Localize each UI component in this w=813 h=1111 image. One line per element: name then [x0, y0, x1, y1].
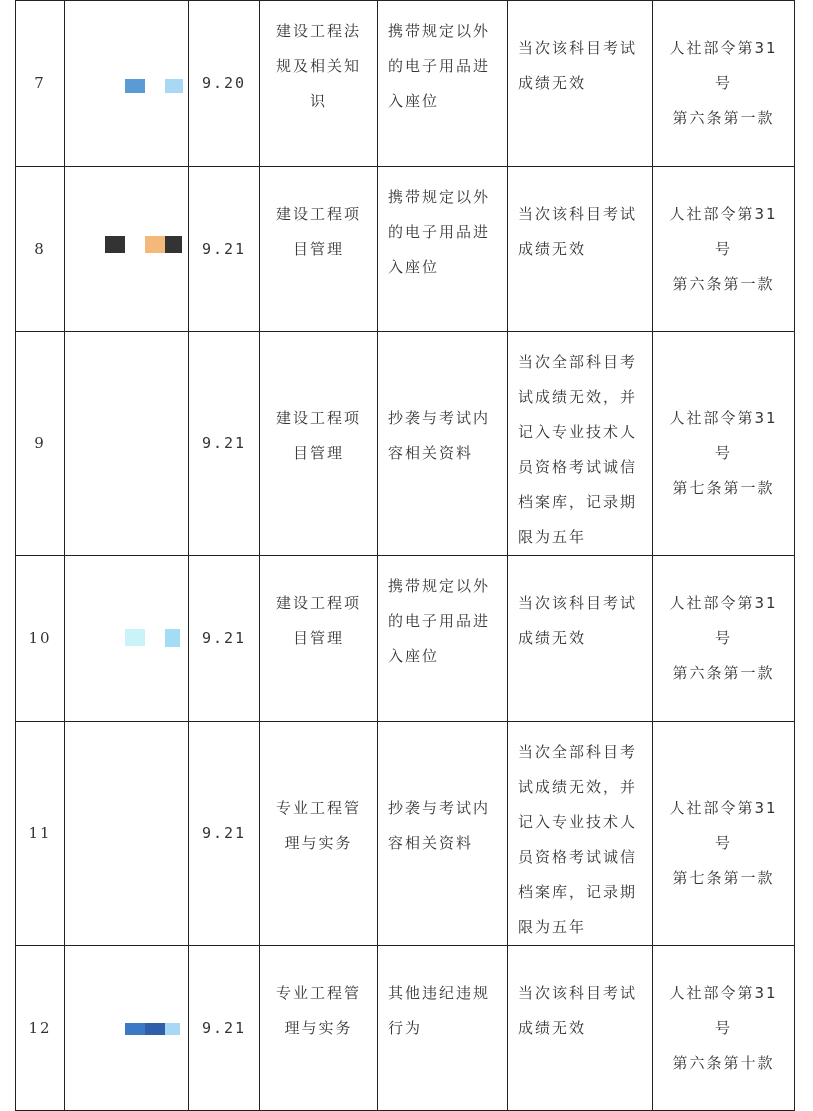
row-number: 9	[16, 332, 65, 556]
cell-line: 建设工程项	[275, 409, 361, 427]
redaction-block	[125, 629, 145, 646]
cell-line: 专业工程管	[275, 799, 361, 817]
exam-date: 9.20	[189, 1, 260, 167]
exam-subject	[260, 332, 378, 556]
cell-line: 记入专业技术人	[518, 423, 638, 441]
cell-line: 人社部令第31号	[669, 799, 778, 852]
exam-subject	[260, 722, 378, 946]
cell-line: 建设工程法	[275, 22, 361, 40]
cell-line: 档案库，记录期	[518, 493, 638, 511]
exam-subject	[260, 556, 378, 722]
violation-behavior	[378, 722, 508, 946]
cell-line: 记入专业技术人	[518, 813, 638, 831]
candidate-name-redacted	[65, 556, 189, 722]
cell-line: 目管理	[292, 629, 344, 647]
row-number: 8	[16, 167, 65, 332]
violation-behavior	[378, 946, 508, 1111]
violation-table	[15, 0, 795, 1111]
cell-line: 目管理	[292, 240, 344, 258]
row-number: 11	[16, 722, 65, 946]
violation-behavior	[378, 167, 508, 332]
cell-line: 抄袭与考试内	[388, 409, 491, 427]
candidate-name-redacted	[65, 1, 189, 167]
row-number: 7	[16, 1, 65, 167]
cell-line: 当次该科目考试	[518, 205, 638, 223]
table-row	[16, 1, 795, 167]
cell-line: 第七条第一款	[672, 479, 775, 497]
cell-line: 的电子用品进	[388, 223, 491, 241]
exam-subject	[260, 946, 378, 1111]
cell-line: 人社部令第31号	[669, 594, 778, 647]
violation-behavior	[378, 1, 508, 167]
cell-line: 成绩无效	[518, 1019, 587, 1037]
cell-line: 当次该科目考试	[518, 39, 638, 57]
cell-line: 成绩无效	[518, 74, 587, 92]
table-row	[16, 722, 795, 946]
cell-line: 抄袭与考试内	[388, 799, 491, 817]
cell-line: 识	[309, 92, 327, 110]
penalty-result	[508, 332, 653, 556]
exam-date: 9.21	[189, 722, 260, 946]
redaction-block	[145, 236, 165, 253]
legal-basis	[653, 332, 795, 556]
cell-line: 建设工程项	[275, 594, 361, 612]
candidate-name-redacted	[65, 167, 189, 332]
cell-line: 行为	[388, 1019, 423, 1037]
candidate-name-redacted	[65, 722, 189, 946]
redaction-block	[105, 236, 125, 253]
cell-line: 人社部令第31号	[669, 39, 778, 92]
penalty-result	[508, 1, 653, 167]
redaction-block	[165, 236, 182, 253]
cell-line: 的电子用品进	[388, 57, 491, 75]
cell-line: 人社部令第31号	[669, 205, 778, 258]
redaction-block	[125, 1023, 145, 1035]
table-row	[16, 167, 795, 332]
exam-date: 9.21	[189, 946, 260, 1111]
cell-line: 试成绩无效，并	[518, 778, 638, 796]
cell-line: 理与实务	[284, 834, 353, 852]
cell-line: 携带规定以外	[388, 577, 491, 595]
cell-line: 其他违纪违规	[388, 984, 491, 1002]
cell-line: 人社部令第31号	[669, 409, 778, 462]
legal-basis	[653, 1, 795, 167]
cell-line: 当次该科目考试	[518, 984, 638, 1002]
redaction-block	[165, 1023, 180, 1035]
cell-line: 容相关资料	[388, 444, 474, 462]
redaction-block	[125, 79, 145, 93]
candidate-name-redacted	[65, 946, 189, 1111]
candidate-name-redacted	[65, 332, 189, 556]
cell-line: 入座位	[388, 92, 440, 110]
cell-line: 员资格考试诚信	[518, 848, 638, 866]
cell-line: 入座位	[388, 258, 440, 276]
cell-line: 员资格考试诚信	[518, 458, 638, 476]
cell-line: 第六条第一款	[672, 664, 775, 682]
cell-line: 第七条第一款	[672, 869, 775, 887]
redaction-block	[145, 1023, 165, 1035]
penalty-result	[508, 167, 653, 332]
cell-line: 携带规定以外	[388, 188, 491, 206]
exam-date: 9.21	[189, 332, 260, 556]
penalty-result	[508, 556, 653, 722]
cell-line: 成绩无效	[518, 240, 587, 258]
cell-line: 试成绩无效，并	[518, 388, 638, 406]
cell-line: 成绩无效	[518, 629, 587, 647]
violation-behavior	[378, 332, 508, 556]
cell-line: 限为五年	[518, 918, 587, 936]
penalty-result	[508, 722, 653, 946]
cell-line: 限为五年	[518, 528, 587, 546]
table-row	[16, 332, 795, 556]
redaction-block	[165, 79, 183, 93]
legal-basis	[653, 556, 795, 722]
cell-line: 当次全部科目考	[518, 353, 638, 371]
cell-line: 入座位	[388, 647, 440, 665]
cell-line: 的电子用品进	[388, 612, 491, 630]
cell-line: 建设工程项	[275, 205, 361, 223]
exam-subject	[260, 1, 378, 167]
exam-subject	[260, 167, 378, 332]
cell-line: 目管理	[292, 444, 344, 462]
exam-date: 9.21	[189, 167, 260, 332]
cell-line: 规及相关知	[275, 57, 361, 75]
row-number: 12	[16, 946, 65, 1111]
row-number: 10	[16, 556, 65, 722]
cell-line: 第六条第十款	[672, 1054, 775, 1072]
table-row	[16, 946, 795, 1111]
cell-line: 专业工程管	[275, 984, 361, 1002]
legal-basis	[653, 167, 795, 332]
exam-date: 9.21	[189, 556, 260, 722]
penalty-result	[508, 946, 653, 1111]
cell-line: 当次该科目考试	[518, 594, 638, 612]
cell-line: 携带规定以外	[388, 22, 491, 40]
cell-line: 档案库，记录期	[518, 883, 638, 901]
cell-line: 容相关资料	[388, 834, 474, 852]
cell-line: 第六条第一款	[672, 109, 775, 127]
cell-line: 当次全部科目考	[518, 743, 638, 761]
cell-line: 理与实务	[284, 1019, 353, 1037]
table-row	[16, 556, 795, 722]
legal-basis	[653, 946, 795, 1111]
cell-line: 第六条第一款	[672, 275, 775, 293]
redaction-block	[165, 629, 180, 647]
legal-basis	[653, 722, 795, 946]
cell-line: 人社部令第31号	[669, 984, 778, 1037]
violation-behavior	[378, 556, 508, 722]
